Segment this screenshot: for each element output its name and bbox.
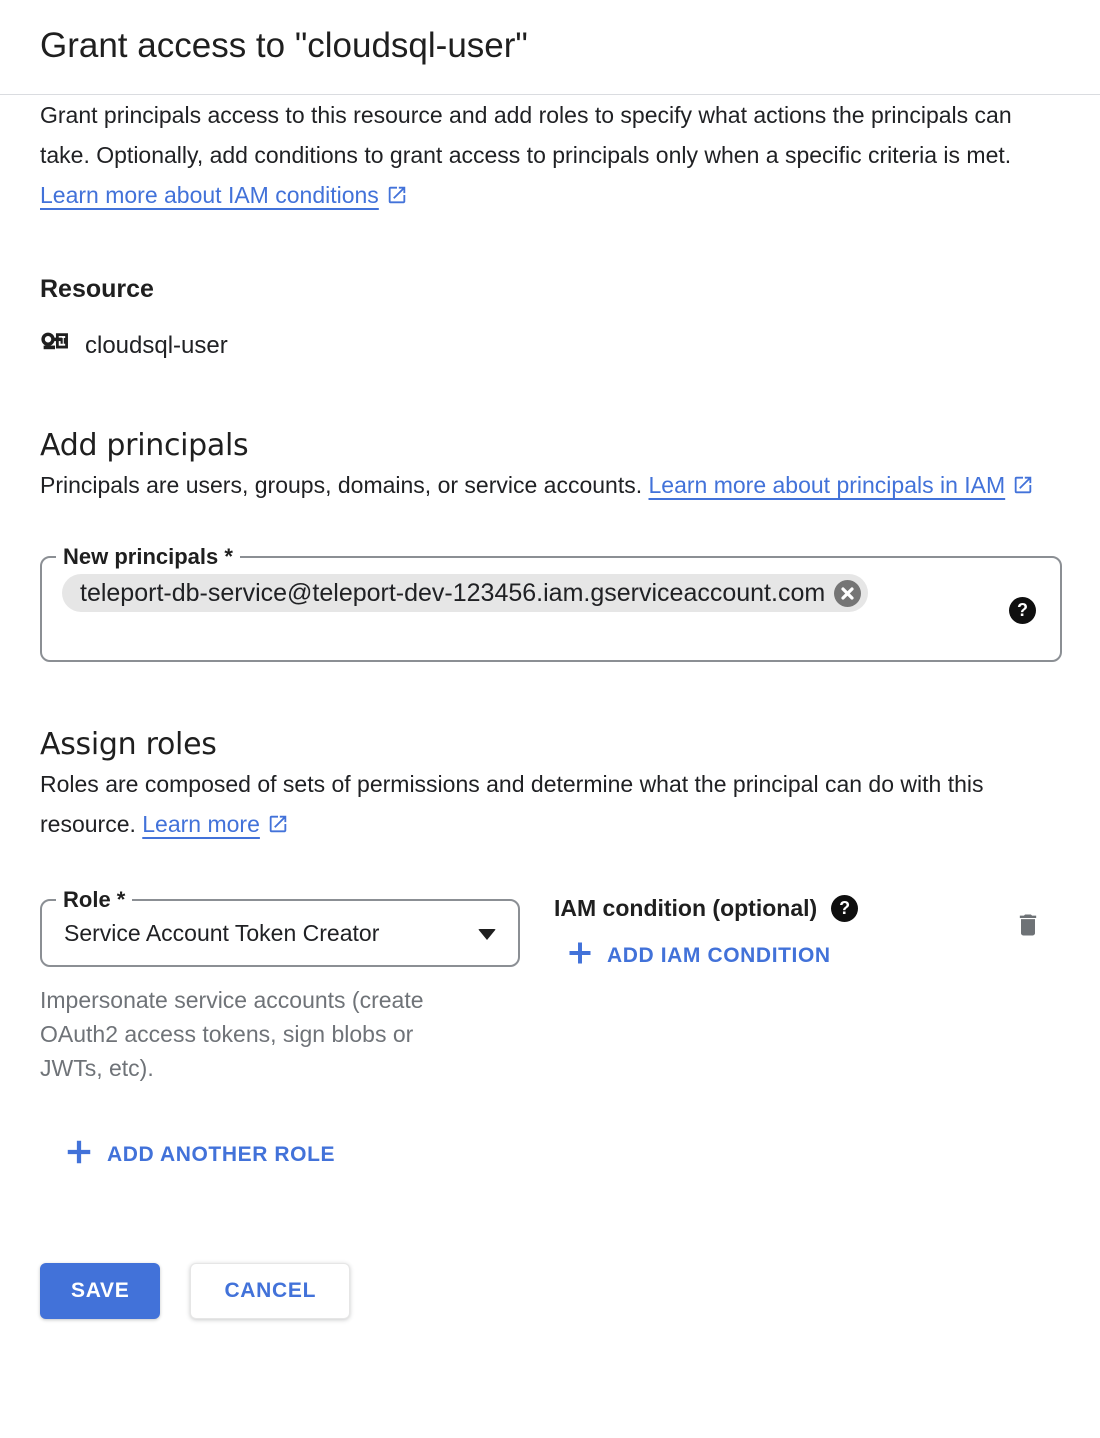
add-iam-condition-button[interactable]: ADD IAM CONDITION	[566, 939, 831, 973]
iam-condition-help-icon[interactable]: ?	[831, 895, 858, 922]
save-button[interactable]: SAVE	[40, 1263, 160, 1319]
intro-text-body: Grant principals access to this resource and add roles to specify what actions the principals can take. Optionally, add conditions to grant access to principals only when a specific criteria is met.	[40, 102, 1012, 168]
new-principals-label: New principals *	[56, 544, 240, 570]
iam-condition-column	[554, 893, 858, 973]
roles-learn-more-link[interactable]: Learn more	[142, 811, 260, 837]
trash-icon	[1014, 909, 1042, 944]
principals-help-icon[interactable]: ?	[1009, 597, 1036, 624]
dropdown-arrow-icon	[478, 929, 496, 940]
external-link-icon	[267, 807, 289, 847]
intro-text	[40, 95, 1060, 218]
chip-remove-icon[interactable]	[834, 580, 861, 607]
new-principals-field[interactable]	[40, 544, 1062, 662]
plus-icon	[566, 939, 594, 973]
add-another-role-button[interactable]: ADD ANOTHER ROLE	[64, 1137, 335, 1173]
roles-description: Roles are composed of sets of permissions and determine what the principal can do with this resource. Learn more	[40, 764, 1040, 847]
role-helper-text: Impersonate service accounts (create OAuth2 access tokens, sign blobs or JWTs, etc).	[40, 987, 424, 1081]
iam-condition-label: IAM condition (optional)	[554, 895, 818, 921]
external-link-icon	[1012, 468, 1034, 508]
principals-description: Principals are users, groups, domains, or service accounts. Learn more about principals in IAM	[40, 465, 1060, 508]
role-label: Role *	[56, 887, 132, 913]
resource-heading: Resource	[40, 275, 154, 303]
iam-conditions-link[interactable]: Learn more about IAM conditions	[40, 182, 379, 208]
add-principals-heading: Add principals	[40, 428, 249, 463]
cancel-button[interactable]: CANCEL	[190, 1263, 350, 1319]
resource-name: cloudsql-user	[85, 331, 228, 359]
role-row	[40, 887, 1060, 1085]
resource-row	[40, 328, 1060, 363]
delete-role-button[interactable]	[1014, 909, 1042, 944]
role-select[interactable]	[40, 887, 520, 967]
plus-icon	[64, 1137, 94, 1173]
dialog-content	[0, 95, 1100, 1319]
principal-chip	[62, 574, 868, 612]
role-value: Service Account Token Creator	[64, 919, 380, 946]
external-link-icon	[386, 178, 408, 218]
principal-chip-value: teleport-db-service@teleport-dev-123456.iam.gserviceaccount.com	[80, 578, 826, 607]
dialog-actions	[40, 1263, 1060, 1319]
role-column	[40, 887, 520, 1085]
service-account-key-icon	[40, 328, 70, 363]
assign-roles-heading: Assign roles	[40, 727, 217, 762]
dialog-title: Grant access to "cloudsql-user"	[40, 26, 528, 65]
principals-iam-link[interactable]: Learn more about principals in IAM	[648, 472, 1006, 498]
iam-condition-label-row	[554, 893, 858, 923]
